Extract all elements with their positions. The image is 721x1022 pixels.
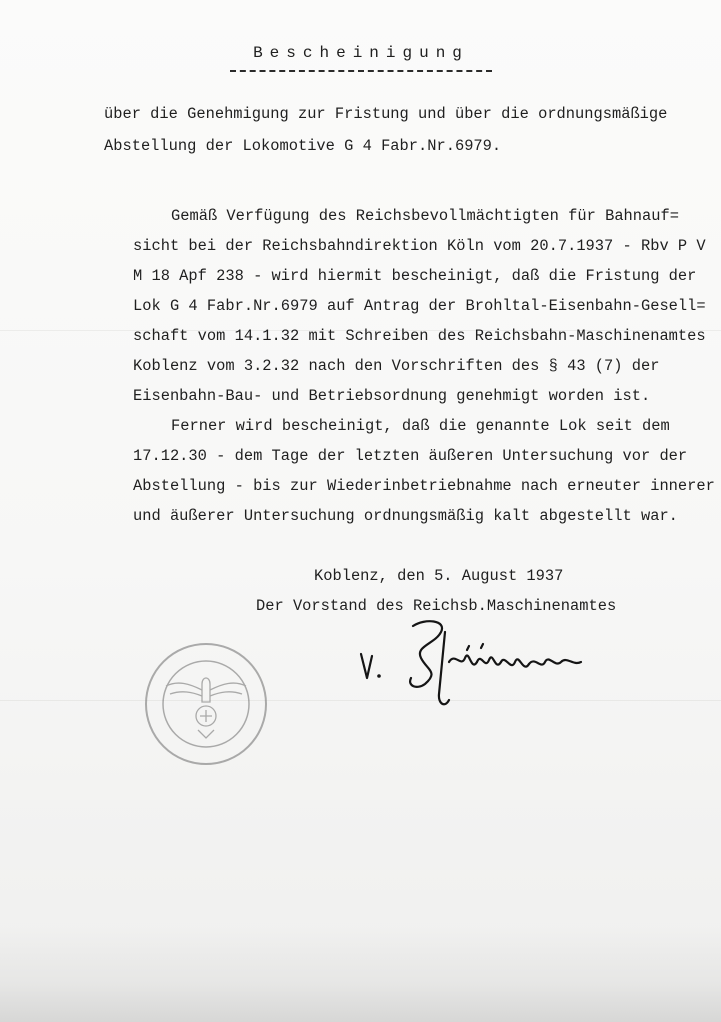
official-seal xyxy=(142,640,270,768)
body-line-3: M 18 Apf 238 - wird hiermit bescheinigt, daß die Fristung der xyxy=(133,267,697,285)
title-underline xyxy=(230,70,492,72)
body-line-7: Eisenbahn-Bau- und Betriebsordnung genehmigt worden ist. xyxy=(133,387,651,405)
body-line-9: 17.12.30 - dem Tage der letzten äußeren Untersuchung vor der xyxy=(133,447,688,465)
body-line-1: Gemäß Verfügung des Reichsbevollmächtigten für Bahnauf= xyxy=(171,207,679,225)
body-line-5: schaft vom 14.1.32 mit Schreiben des Reichsbahn-Maschinenamtes xyxy=(133,327,706,345)
body-line-2: sicht bei der Reichsbahndirektion Köln vom 20.7.1937 - Rbv P V xyxy=(133,237,706,255)
place-date: Koblenz, den 5. August 1937 xyxy=(314,567,564,585)
signatory-office: Der Vorstand des Reichsb.Maschinenamtes xyxy=(256,597,617,615)
subtitle-line-2: Abstellung der Lokomotive G 4 Fabr.Nr.6979. xyxy=(104,137,502,155)
body-line-11: und äußerer Untersuchung ordnungsmäßig kalt abgestellt war. xyxy=(133,507,678,525)
body-line-6: Koblenz vom 3.2.32 nach den Vorschriften des § 43 (7) der xyxy=(133,357,660,375)
body-line-8: Ferner wird bescheinigt, daß die genannte Lok seit dem xyxy=(171,417,670,435)
subtitle-line-1: über die Genehmigung zur Fristung und über die ordnungsmäßige xyxy=(104,105,668,123)
document-title: Bescheinigung xyxy=(253,44,469,62)
paper-edge-shadow xyxy=(0,927,721,1022)
body-line-10: Abstellung - bis zur Wiederinbetriebnahme nach erneuter innerer xyxy=(133,477,715,495)
signature xyxy=(355,612,590,722)
body-line-4: Lok G 4 Fabr.Nr.6979 auf Antrag der Brohltal-Eisenbahn-Gesell= xyxy=(133,297,706,315)
